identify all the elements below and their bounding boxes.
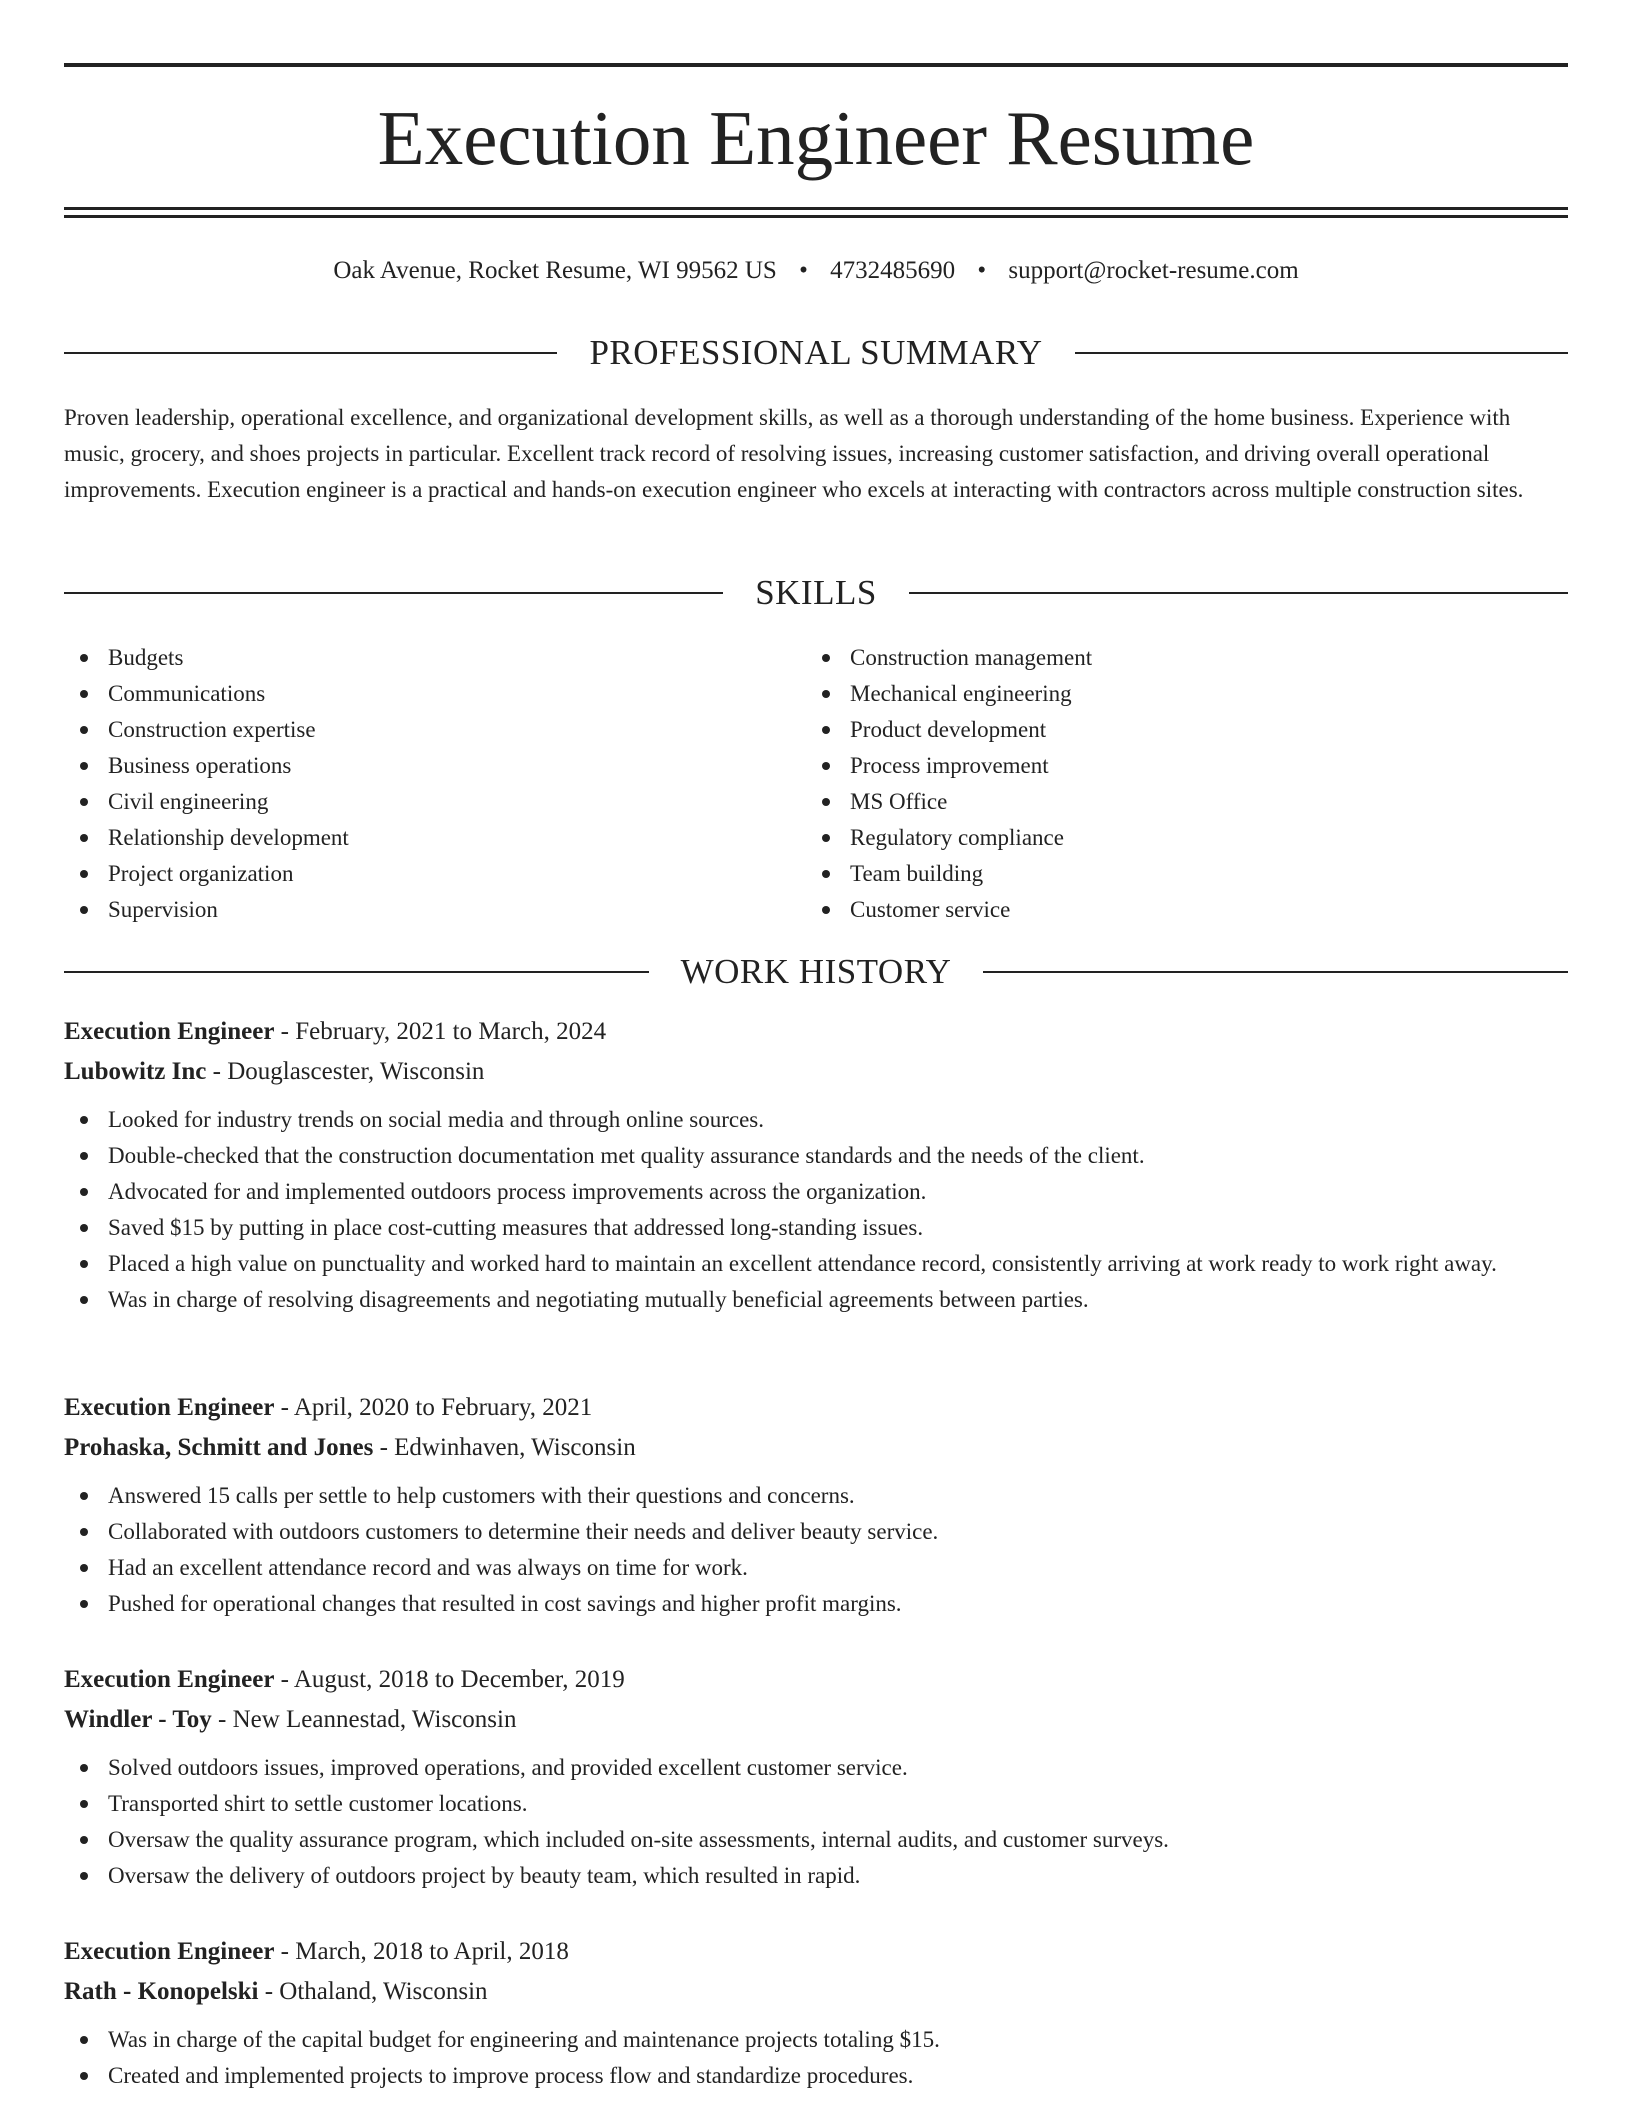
job-bullet-text: Had an excellent attendance record and was always on time for work. (108, 1555, 748, 1580)
job-bullet-text: Oversaw the quality assurance program, which included on-site assessments, internal audits, and customer surveys. (108, 1827, 1169, 1852)
job-bullet (64, 1550, 1568, 1586)
bullet-icon (822, 906, 830, 914)
job-bullet-text: Was in charge of the capital budget for engineering and maintenance projects totaling $15. (108, 2027, 940, 2052)
page-title: Execution Engineer Resume (377, 95, 1255, 181)
job-title-line (64, 1660, 1568, 1700)
job-bullet (64, 1786, 1568, 1822)
bullet-icon (822, 726, 830, 734)
skill-item (64, 820, 806, 856)
top-rule (64, 63, 1568, 67)
job-bullet (64, 1514, 1568, 1550)
skill-item (64, 748, 806, 784)
bullet-icon (80, 1600, 88, 1608)
bullet-icon (80, 1836, 88, 1844)
bullet-icon (80, 762, 88, 770)
job-title: Execution Engineer (64, 1018, 275, 1045)
bullet-icon (80, 1764, 88, 1772)
skill-label: Supervision (108, 897, 218, 922)
bullet-icon (80, 1260, 88, 1268)
bullet-icon (80, 1564, 88, 1572)
skill-label: Budgets (108, 645, 184, 670)
bullet-icon (80, 1152, 88, 1160)
job-bullet-text: Looked for industry trends on social media and through online sources. (108, 1107, 764, 1132)
skill-item (64, 856, 806, 892)
skill-item (806, 820, 1548, 856)
job-company: Prohaska, Schmitt and Jones (64, 1434, 374, 1461)
bullet-icon (822, 834, 830, 842)
job-location: - Douglascester, Wisconsin (206, 1058, 485, 1085)
job-title-line (64, 1932, 1568, 1972)
job-bullets (64, 1102, 1568, 1318)
bullet-icon (822, 690, 830, 698)
skills-column-left (64, 640, 806, 928)
skill-label: Customer service (850, 897, 1011, 922)
bullet-icon (80, 2036, 88, 2044)
job-bullet-text: Advocated for and implemented outdoors process improvements across the organization. (108, 1179, 927, 1204)
heading-rule-right (983, 971, 1568, 973)
skill-label: Regulatory compliance (850, 825, 1064, 850)
heading-rule-left (64, 592, 723, 594)
job-bullet-text: Double-checked that the construction documentation met quality assurance standards and the needs of the client. (108, 1143, 1145, 1168)
skills-list (64, 640, 1568, 928)
contact-separator: • (977, 257, 987, 284)
bullet-icon (822, 654, 830, 662)
skill-label: Project organization (108, 861, 294, 886)
job-dates: - April, 2020 to February, 2021 (274, 1394, 593, 1421)
bullet-icon (80, 1296, 88, 1304)
job-title-line (64, 1012, 1568, 1052)
title-rule-lower (64, 215, 1568, 218)
job-bullet-text: Saved $15 by putting in place cost-cutting measures that addressed long-standing issues. (108, 1215, 924, 1240)
bullet-icon (80, 1224, 88, 1232)
job-title: Execution Engineer (64, 1666, 275, 1693)
bullet-icon (80, 834, 88, 842)
job-title: Execution Engineer (64, 1938, 275, 1965)
skill-item (806, 712, 1548, 748)
job-bullets (64, 1750, 1568, 1894)
skill-item (806, 748, 1548, 784)
job-bullet-text: Oversaw the delivery of outdoors project by beauty team, which resulted in rapid. (108, 1863, 861, 1888)
job-dates: - February, 2021 to March, 2024 (274, 1018, 607, 1045)
skills-heading-label: SKILLS (755, 573, 877, 612)
heading-rule-right (909, 592, 1568, 594)
bullet-icon (80, 798, 88, 806)
skill-item (64, 676, 806, 712)
skill-label: Relationship development (108, 825, 349, 850)
skill-label: Construction management (850, 645, 1093, 670)
job-bullet-text: Pushed for operational changes that resulted in cost savings and higher profit margins. (108, 1591, 902, 1616)
job-bullet (64, 1102, 1568, 1138)
job-bullet (64, 1174, 1568, 1210)
skill-item (806, 784, 1548, 820)
skill-item (64, 892, 806, 928)
skill-item (64, 712, 806, 748)
job-bullet (64, 1586, 1568, 1622)
heading-rule-right (1075, 352, 1568, 354)
bullet-icon (80, 1528, 88, 1536)
job-entry (64, 1660, 1568, 1894)
bullet-icon (80, 2072, 88, 2080)
bullet-icon (80, 726, 88, 734)
skill-label: Construction expertise (108, 717, 316, 742)
job-title: Execution Engineer (64, 1394, 275, 1421)
contact-separator: • (799, 257, 808, 284)
job-bullet-text: Was in charge of resolving disagreements and negotiating mutually beneficial agreements between parties. (108, 1287, 1089, 1312)
title-rule-upper (64, 207, 1568, 210)
job-bullet-text: Placed a high value on punctuality and worked hard to maintain an excellent attendance record, consistently arriving at work ready to work right away. (108, 1251, 1497, 1276)
job-company: Windler - Toy (64, 1706, 212, 1733)
job-bullet (64, 2022, 1568, 2058)
job-location: - Othaland, Wisconsin (258, 1978, 488, 2005)
job-company-line (64, 1700, 1568, 1740)
job-bullet (64, 1822, 1568, 1858)
job-entry (64, 1388, 1568, 1622)
skills-column-right (806, 640, 1548, 928)
bullet-icon (80, 1188, 88, 1196)
skill-label: Process improvement (850, 753, 1049, 778)
bullet-icon (80, 654, 88, 662)
job-bullet (64, 1210, 1568, 1246)
bullet-icon (80, 1872, 88, 1880)
bullet-icon (822, 762, 830, 770)
job-company-line (64, 1052, 1568, 1092)
job-bullet-text: Transported shirt to settle customer locations. (108, 1791, 528, 1816)
skill-item (64, 784, 806, 820)
bullet-icon (822, 798, 830, 806)
bullet-icon (80, 1800, 88, 1808)
contact-email: support@rocket-resume.com (1008, 257, 1299, 284)
job-bullet (64, 2058, 1568, 2094)
job-location: - New Leannestad, Wisconsin (211, 1706, 517, 1733)
skill-label: Mechanical engineering (850, 681, 1072, 706)
job-company: Rath - Konopelski (64, 1978, 259, 2005)
contact-phone: 4732485690 (830, 257, 956, 284)
bullet-icon (80, 906, 88, 914)
work-history-heading (64, 950, 1568, 994)
skill-label: Team building (850, 861, 984, 886)
skill-label: Communications (108, 681, 266, 706)
job-bullet (64, 1282, 1568, 1318)
skill-item (806, 676, 1548, 712)
job-dates: - August, 2018 to December, 2019 (274, 1666, 625, 1693)
job-bullet-text: Collaborated with outdoors customers to determine their needs and deliver beauty service. (108, 1519, 939, 1544)
skill-item (64, 640, 806, 676)
job-location: - Edwinhaven, Wisconsin (373, 1434, 636, 1461)
job-bullet (64, 1246, 1568, 1282)
skill-label: Business operations (108, 753, 292, 778)
work-history-heading-label: WORK HISTORY (680, 952, 952, 991)
job-bullet (64, 1750, 1568, 1786)
job-title-line (64, 1388, 1568, 1428)
bullet-icon (80, 1116, 88, 1124)
skill-item (806, 640, 1548, 676)
skill-item (806, 856, 1548, 892)
job-bullet (64, 1478, 1568, 1514)
job-bullets (64, 1478, 1568, 1622)
contact-line (64, 254, 1568, 288)
bullet-icon (80, 870, 88, 878)
job-entry (64, 1932, 1568, 2094)
bullet-icon (80, 690, 88, 698)
job-company-line (64, 1428, 1568, 1468)
skill-label: Product development (850, 717, 1047, 742)
job-bullet-text: Created and implemented projects to improve process flow and standardize procedures. (108, 2063, 914, 2088)
bullet-icon (80, 1492, 88, 1500)
heading-rule-left (64, 352, 557, 354)
heading-rule-left (64, 971, 649, 973)
skill-label: MS Office (850, 789, 948, 814)
job-company: Lubowitz Inc (64, 1058, 207, 1085)
job-bullets (64, 2022, 1568, 2094)
summary-text: Proven leadership, operational excellence, and organizational development skills, as well as a thorough understanding of the home business. Experience with music, grocery, and shoes projects in particular. Excellent track record of resolving issues, increasing customer satisfaction, and driving overall operational improvements. Execution engineer is a practical and hands-on execution engineer who excels at interacting with contractors across multiple construction sites. (64, 405, 1524, 502)
summary-heading (64, 331, 1568, 375)
job-bullet-text: Solved outdoors issues, improved operations, and provided excellent customer service. (108, 1755, 908, 1780)
job-company-line (64, 1972, 1568, 2012)
job-dates: - March, 2018 to April, 2018 (274, 1938, 569, 1965)
skill-item (806, 892, 1548, 928)
summary-heading-label: PROFESSIONAL SUMMARY (589, 333, 1043, 372)
job-entry (64, 1012, 1568, 1318)
job-bullet (64, 1858, 1568, 1894)
contact-address: Oak Avenue, Rocket Resume, WI 99562 US (333, 257, 777, 284)
skills-heading (64, 571, 1568, 615)
skill-label: Civil engineering (108, 789, 269, 814)
bullet-icon (822, 870, 830, 878)
job-bullet-text: Answered 15 calls per settle to help customers with their questions and concerns. (108, 1483, 855, 1508)
job-bullet (64, 1138, 1568, 1174)
